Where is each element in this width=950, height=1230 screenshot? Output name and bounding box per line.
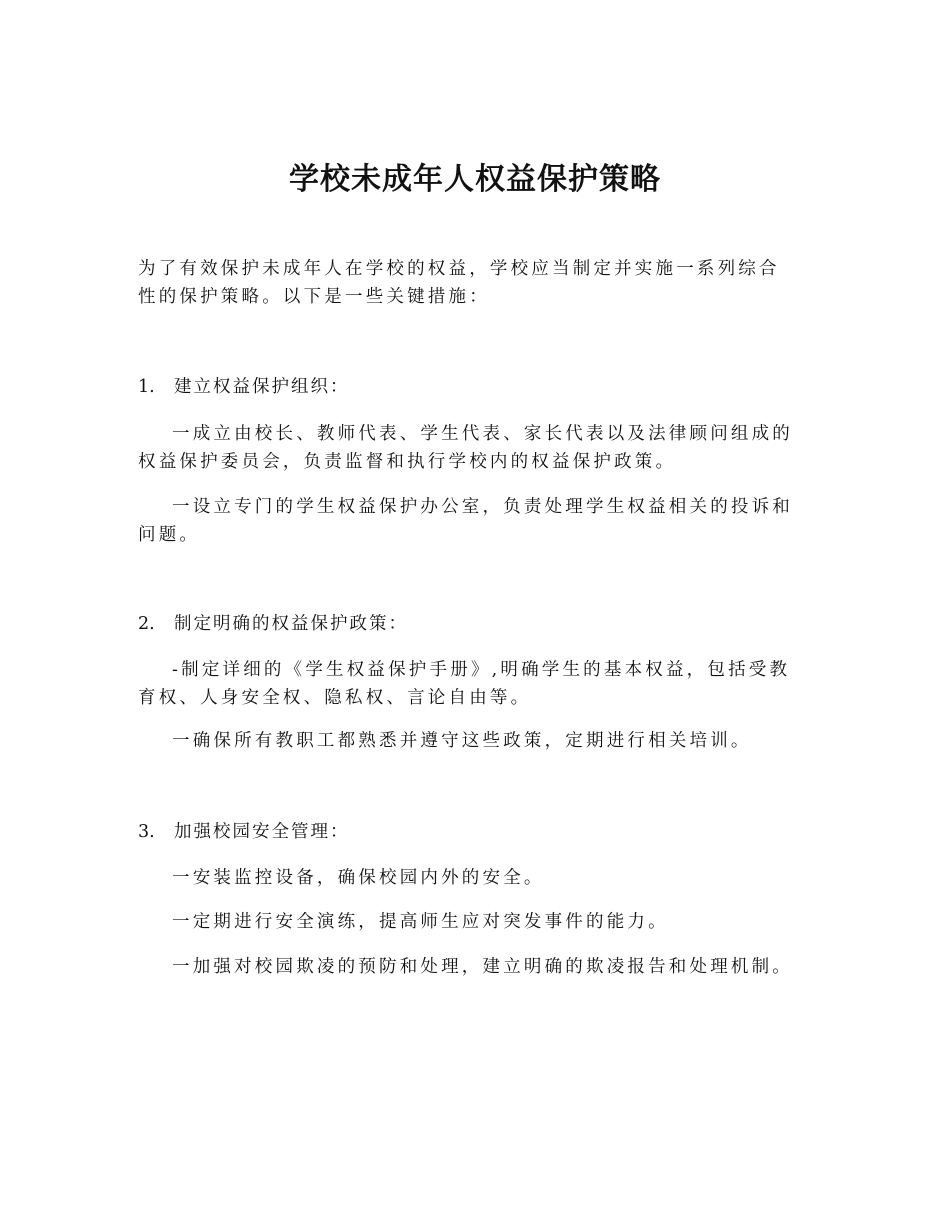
section-heading-2 xyxy=(138,610,798,638)
list-item: 一加强对校园欺凌的预防和处理，建立明确的欺凌报告和处理机制。 xyxy=(172,957,793,977)
section-number: 2. xyxy=(138,614,155,634)
list-item: 一设立专门的学生权益保护办公室，负责处理学生权益相关的投诉和问题。 xyxy=(138,497,793,545)
list-item: 一定期进行安全演练，提高师生应对突发事件的能力。 xyxy=(172,912,669,932)
list-item: -制定详细的《学生权益保护手册》,明确学生的基本权益，包括受教育权、人身安全权、隐私权、言论自由等。 xyxy=(138,660,791,708)
section-heading-text: 制定明确的权益保护政策： xyxy=(174,614,408,634)
document-title: 学校未成年人权益保护策略 xyxy=(289,162,661,197)
section-heading-text: 加强校园安全管理： xyxy=(174,822,350,842)
section-heading-3 xyxy=(138,818,798,846)
list-item: 一安装监控设备，确保校园内外的安全。 xyxy=(172,868,545,888)
list-item: 一确保所有教职工都熟悉并遵守这些政策，定期进行相关培训。 xyxy=(172,731,752,751)
section-number: 1. xyxy=(138,377,155,397)
intro-paragraph: 为了有效保护未成年人在学校的权益，学校应当制定并实施一系列综合性的保护策略。以下是一些关键措施： xyxy=(138,259,780,307)
section-number: 3. xyxy=(138,822,155,842)
list-item: 一成立由校长、教师代表、学生代表、家长代表以及法律顾问组成的权益保护委员会，负责监督和执行学校内的权益保护政策。 xyxy=(138,424,793,472)
section-heading-1 xyxy=(138,373,798,401)
section-heading-text: 建立权益保护组织： xyxy=(174,377,350,397)
